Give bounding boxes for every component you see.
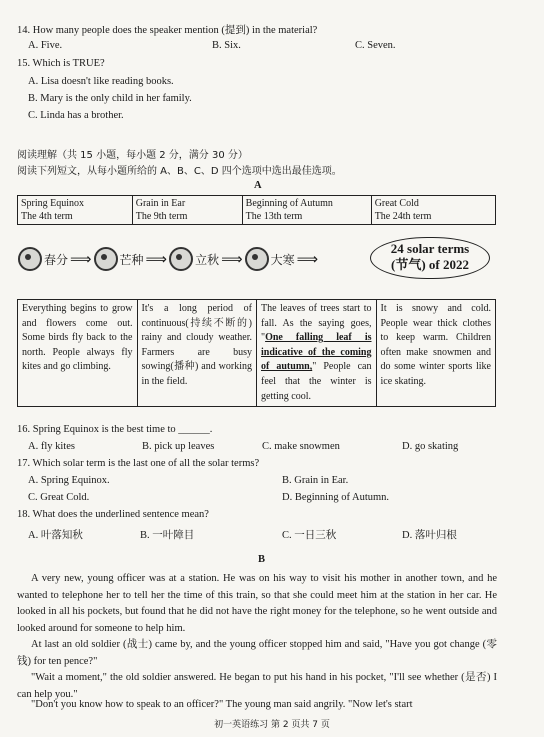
flow-term: 立秋 — [195, 252, 220, 267]
term-order: The 9th term — [135, 211, 188, 222]
q15-option-c: C. Linda has a brother. — [28, 110, 124, 121]
q15-stem: 15. Which is TRUE? — [17, 58, 105, 69]
passage-b-paragraph: "Wait a moment," the old soldier answered. He began to put his hand in his pocket, "I'll see whether (是否) I can help you." — [17, 672, 497, 700]
q18-option-b: B. 一叶障目 — [140, 530, 195, 541]
passage-b-label: B — [258, 554, 266, 565]
q15-option-a: A. Lisa doesn't like reading books. — [28, 76, 174, 87]
term-description-table — [17, 299, 496, 407]
q17-option-d: D. Beginning of Autumn. — [282, 492, 390, 503]
passage-b-paragraph: A very new, young officer was at a station. He was on his way to visit his mother in another town, and he wanted to telephone her to tell her the time of this train, so that she could meet him at the station in her car. He looked in all his pockets, but found that he did not have the right money for the telephone, so he went outside and looked around for someone to help him. — [17, 573, 497, 634]
description-cell: Everything begins to grow and flowers come out. Some birds fly back to the north. People always fly kites and go climbing. — [18, 300, 138, 407]
term-name: Beginning of Autumn — [245, 198, 333, 209]
passage-b-paragraph: At last an old soldier (战士) came by, and the young officer stopped him and said, "Have you got change (零钱) for ten pence?" — [17, 639, 497, 667]
flow-term: 春分 — [44, 252, 69, 267]
passage-a-label: A — [254, 180, 262, 191]
arrow-right-icon: ⟹ — [145, 250, 168, 268]
q17-option-c: C. Great Cold. — [28, 492, 90, 503]
q14-option-b: B. Six. — [212, 40, 241, 51]
page-footer: 初一英语练习 第 2 页共 7 页 — [214, 720, 330, 730]
solar-terms-table — [17, 195, 496, 225]
flow-term: 大寒 — [270, 252, 295, 267]
q16-option-b: B. pick up leaves — [142, 441, 215, 452]
solar-terms-badge — [370, 237, 490, 279]
term-order: The 13th term — [245, 211, 303, 222]
table-row — [18, 300, 496, 407]
q18-option-d: D. 落叶归根 — [402, 530, 457, 541]
q17-option-b: B. Grain in Ear. — [282, 475, 349, 486]
arrow-right-icon: ⟹ — [70, 250, 92, 268]
table-row — [18, 196, 496, 225]
badge-line2: (节气) of 2022 — [391, 257, 469, 272]
q17-option-a: A. Spring Equinox. — [28, 475, 110, 486]
description-cell: It is snowy and cold. People wear thick clothes to keep warm. Children often make snowmen and do some winter sports like ice skating. — [376, 300, 496, 407]
q14-option-a: A. Five. — [28, 40, 63, 51]
cold-emblem-icon — [245, 247, 269, 271]
term-cell — [18, 196, 133, 225]
description-cell: It's a long period of continuous(持续不断的) rainy and cloudy weather. Farmers are busy sowing(播种) and working in the field. — [137, 300, 257, 407]
q16-stem: 16. Spring Equinox is the best time to ______. — [17, 424, 213, 435]
q16-option-a: A. fly kites — [28, 441, 75, 452]
description-text: The leaves of trees start to fall. As the saying goes, " — [261, 303, 372, 344]
autumn-emblem-icon — [169, 247, 193, 271]
q17-stem: 17. Which solar term is the last one of all the solar terms? — [17, 458, 260, 469]
term-name: Great Cold — [374, 198, 419, 209]
q14-stem: 14. How many people does the speaker mention (提到) in the material? — [17, 25, 318, 36]
term-name: Grain in Ear — [135, 198, 186, 209]
term-order: The 4th term — [21, 211, 73, 222]
underlined-sentence: One falling leaf is indicative of the coming of autumn, — [261, 332, 372, 373]
passage-b-paragraph: "Don't you know how to speak to an officer?" The young man said angrily. "Now let's start — [31, 699, 413, 710]
arrow-right-icon: ⟹ — [221, 250, 243, 268]
term-cell — [132, 196, 242, 225]
flow-term: 芒种 — [119, 252, 144, 267]
badge-line1: 24 solar terms — [390, 241, 470, 256]
q16-option-c: C. make snowmen — [262, 441, 340, 452]
solar-term-flow — [18, 241, 320, 277]
q14-option-c: C. Seven. — [355, 40, 396, 51]
q18-stem: 18. What does the underlined sentence mean? — [17, 509, 209, 520]
spring-emblem-icon — [18, 247, 42, 271]
term-order: The 24th term — [374, 211, 432, 222]
q18-option-c: C. 一日三秋 — [282, 530, 337, 541]
term-cell — [242, 196, 371, 225]
description-text: " People can feel that the winter is getting cool. — [261, 361, 372, 402]
term-name: Spring Equinox — [21, 198, 85, 209]
arrow-right-icon: ⟹ — [296, 250, 319, 268]
q16-option-d: D. go skating — [402, 441, 459, 452]
q18-option-a: A. 叶落知秋 — [28, 530, 83, 541]
term-cell — [371, 196, 495, 225]
section-instructions: 阅读下列短文，从每小题所给的 A、B、C、D 四个选项中选出最佳选项。 — [17, 166, 342, 177]
grain-emblem-icon — [94, 247, 118, 271]
q15-option-b: B. Mary is the only child in her family. — [28, 93, 192, 104]
section-title: 阅读理解（共 15 小题，每小题 2 分，满分 30 分） — [17, 150, 248, 161]
description-cell — [257, 300, 377, 407]
